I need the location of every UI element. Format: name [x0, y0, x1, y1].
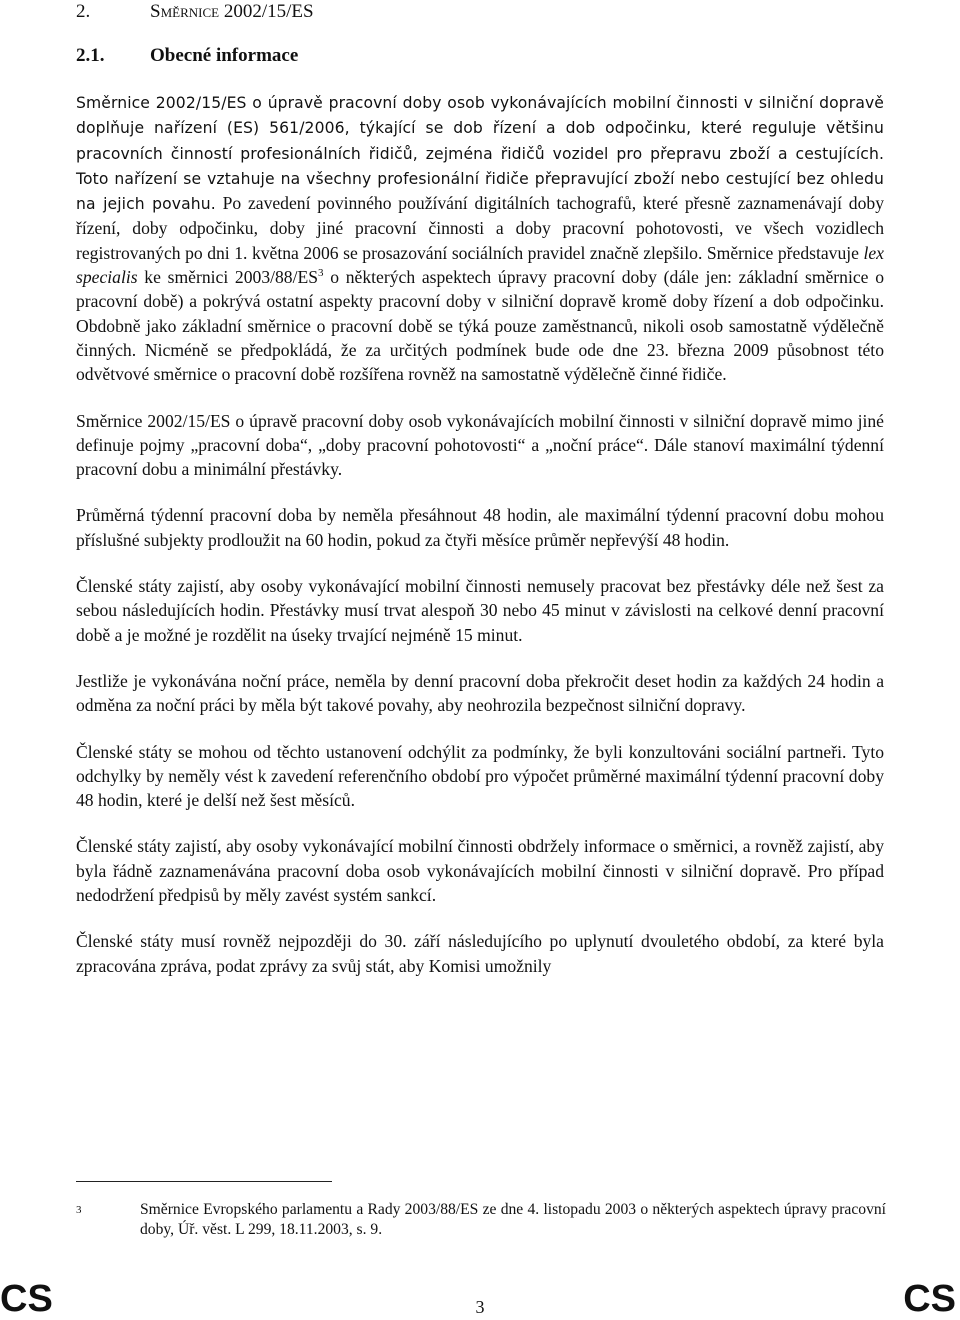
footnote-reference[interactable]: 3 [318, 267, 324, 280]
section-number: 2. [76, 1, 91, 22]
paragraph-1-part-f: o některých aspektech úpravy pracovní doby (dále jen: základní směrnice o pracovní době) a pokrývá ostatní aspekty pracovní doby v silniční dopravě kromě doby řízení a dob odpočinku. Obdobně jako základní směrnice o pracovní době se týká pouze zaměstnanců, nikoli osob samostatně výdělečně činných. Nicméně se předpokládá, že za určitých podmínek bude ode dne 23. března 2009 působnost této odvětvové směrnice o pracovní době rozšířena rovněž na samostatně výdělečně činné řidiče. [76, 267, 884, 385]
paragraph-1-part-e: ke směrnici 2003/88/ES [137, 267, 319, 288]
paragraph-1-part-c: Po zavedení povinného používání digitálních tachografů, které přesně zaznamenávají doby řízení, doby odpočinku, doby jiné pracovní činnosti a doby pracovní pohotovosti, ve všech vozidlech registrovaných po dni 1. května 2006 se prosazování sociálních pravidel značně zlepšilo. [76, 193, 884, 263]
paragraph-4: Členské státy zajistí, aby osoby vykonávající mobilní činnosti nemusely pracovat bez přestávky déle než šest za sebou následujících hodin. Přestávky musí trvat alespoň 30 nebo 45 minut v závislosti na celkové denní pracovní době a je možné je rozdělit na úseky trvající nejméně 15 minut. [76, 576, 884, 645]
paragraph-8: Členské státy musí rovněž nejpozději do 30. září následujícího po uplynutí dvouletého období, za které byla zpracována zpráva, podat zprávy za svůj stát, aby Komisi umožnily [76, 931, 884, 976]
subsection-heading [76, 44, 298, 68]
section-heading [76, 0, 314, 24]
section-title [150, 1, 314, 22]
paragraph-3: Průměrná týdenní pracovní doba by neměla přesáhnout 48 hodin, ale maximální týdenní pracovní dobu mohou příslušné subjekty prodloužit na 60 hodin, pokud za čtyři měsíce průměr nepřevýší 48 hodin. [76, 505, 884, 550]
body-text [76, 90, 884, 1000]
page-number: 3 [475, 1297, 485, 1317]
paragraph-7: Členské státy zajistí, aby osoby vykonávající mobilní činnosti obdržely informace o směrnici, a rovněž zajistí, aby byla řádně zaznamenávána pracovní doba osob vykonávajících mobilní činnosti v silniční dopravě. Pro případ nedodržení předpisů by měly zavést systém sankcí. [76, 836, 884, 906]
paragraph-1-part-d: Směrnice představuje [702, 242, 864, 263]
paragraph-6: Členské státy se mohou od těchto ustanovení odchýlit za podmínky, že byli konzultováni sociální partneři. Tyto odchylky by neměly vést k zavedení referenčního období pro výpočet průměrné maximální týdenní pracovní doby 48 hodin, které je delší než šest měsíců. [76, 741, 884, 811]
footnote-mark: 3 [76, 1204, 82, 1216]
footnote-divider [76, 1181, 332, 1182]
paragraph-5: Jestliže je vykonávána noční práce, neměla by denní pracovní doba překročit deset hodin za každých 24 hodin a odměna za noční práci by měla být takové povahy, aby neohrozila bezpečnost silniční dopravy. [76, 670, 884, 716]
paragraph-1-part-b: Toto nařízení se vztahuje na všechny profesionální řidiče přepravující zboží nebo cestující bez ohledu na jejich povahu. [76, 169, 884, 214]
section-title-initial: S [150, 1, 161, 22]
subsection-title: Obecné informace [150, 45, 299, 66]
language-code-right: CS [903, 1278, 956, 1320]
footnote-text: Směrnice Evropského parlamentu a Rady 2003/88/ES ze dne 4. listopadu 2003 o některých aspektech úpravy pracovní doby, Úř. věst. L 299, 18.11.2003, s. 9. [140, 1201, 886, 1238]
language-code-left: CS [0, 1278, 53, 1320]
lex-specialis-term: lex specialis [76, 242, 884, 288]
paragraph-1 [76, 90, 884, 387]
paragraph-2: Směrnice 2002/15/ES o úpravě pracovní doby osob vykonávajících mobilní činnosti v silniční dopravě mimo jiné definuje pojmy „pracovní doba“, „doby pracovní pohotovosti“ a „noční práce“. Dále stanoví maximální týdenní pracovní dobu a minimální přestávky. [76, 410, 884, 480]
section-title-rest: měrnice 2002/15/ES [160, 1, 314, 22]
paragraph-1-part-a: Směrnice 2002/15/ES o úpravě pracovní doby osob vykonávajících mobilní činnosti v silniční dopravě doplňuje nařízení (ES) 561/2006, týkající se dob řízení a dob odpočinku, které reguluje většinu pracovních činností profesionálních řidičů, zejména řidičů vozidel pro přepravu zboží a cestujících. [76, 94, 884, 163]
subsection-number: 2.1. [76, 45, 105, 66]
footnote [76, 1200, 886, 1240]
